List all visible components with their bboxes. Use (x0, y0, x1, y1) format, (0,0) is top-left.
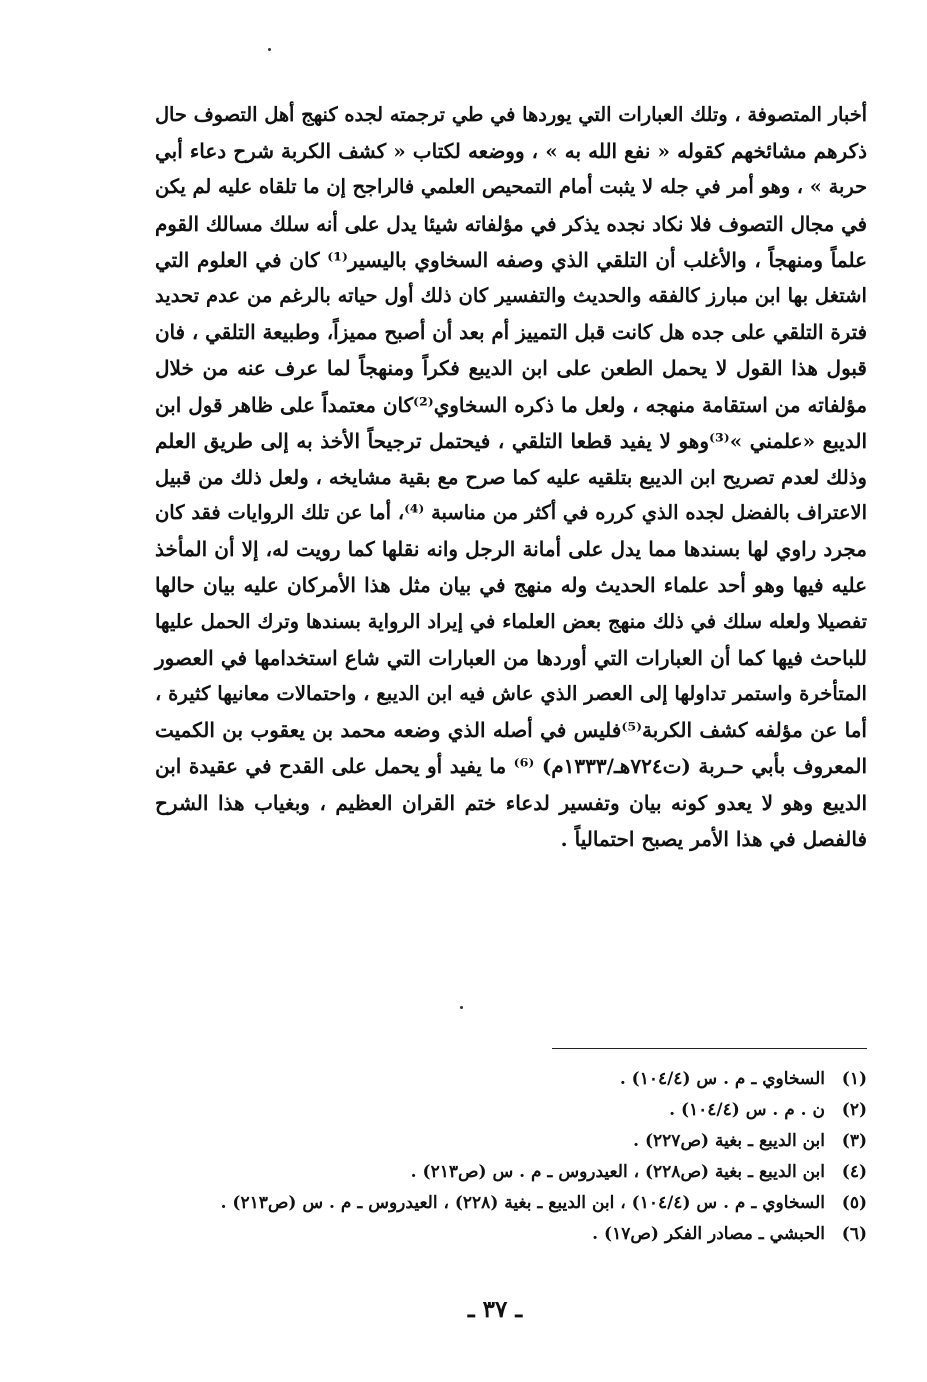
text-line: تفصيلا ولعله سلك في ذلك منهج بعض العلماء في إيراد الرواية بسندها وترك الحمل عليها (155, 609, 867, 633)
footnote-text: السخاوي ـ م . س (١٠٤/٤) ، ابن الديبع ـ بغية (٢٢٨) ، العيدروس ـ م . س (ص٢١٣) . (220, 1193, 825, 1213)
text-line: فترة التلقي على جده هل كانت قبل التمييز أم بعد أن أصبح مميزاً، وطبيعة التلقي ، فان (155, 320, 867, 345)
text-line: الاعتراف بالفضل لجده الذي كرره في أكثر من مناسبة ⁽⁴⁾، أما عن تلك الروايات فقد كان (155, 501, 867, 525)
footnote-item (107, 1064, 867, 1095)
text-line: في مجال التصوف فلا نكاد نجده يذكر في مؤلفاته شيئا يدل على أنه سلك مسالك القوم (155, 211, 867, 236)
footnote-item (107, 1219, 867, 1250)
footnote-item (107, 1095, 867, 1126)
main-paragraph (155, 97, 867, 857)
footnote-text: ابن الديبع ـ بغية (ص٢٢٨) ، العيدروس ـ م . س (ص٢١٣) . (410, 1162, 825, 1182)
text-line: عليه فيها وهو أحد علماء الحديث وله منهج في بيان مثل هذا الأمركان عليه بيان حالها (155, 573, 867, 598)
footnotes (107, 1064, 867, 1250)
footnote-number: (١) (841, 1069, 867, 1089)
text-line: أخبار المتصوفة ، وتلك العبارات التي يوردها في طي ترجمته لجده كنهج أهل التصوف حال (155, 103, 867, 126)
footnote-item (107, 1126, 867, 1157)
text-line: للباحث فيها كما أن العبارات التي أوردها من العبارات التي شاع استخدامها في العصور (155, 645, 867, 670)
footnote-number: (٤) (841, 1162, 867, 1182)
text-line: الديبع «علمني »⁽³⁾وهو لا يفيد قطعا التلقي ، فيحتمل ترجيحاً الأخذ به إلى طريق العلم (155, 428, 868, 453)
footnote-text: الحبشي ـ مصادر الفكر (ص١٧) . (592, 1224, 825, 1244)
text-line: قبول هذا القول لا يحمل الطعن على ابن الديبع فكراً ومنهجاً لما عرف عنه من خلال (155, 356, 867, 381)
text-line: وذلك لعدم تصريح ابن الديبع بتلقيه عليه كما صرح مع بقية مشايخه ، ولعل ذلك من قبيل (155, 464, 867, 489)
footnote-text: ن . م . س (١٠٤/٤) . (669, 1100, 825, 1120)
footnote-text: السخاوي ـ م . س (١٠٤/٤) . (619, 1069, 825, 1089)
text-line: علماً ومنهجاً ، والأغلب أن التلقي الذي وصفه السخاوي باليسير⁽¹⁾ كان في العلوم التي (155, 247, 867, 272)
footnote-item (107, 1157, 867, 1188)
footnote-item (107, 1188, 867, 1219)
footnote-text: ابن الديبع ـ بغية (ص٢٢٧) . (633, 1131, 825, 1151)
text-line: المعروف بأبي حـربة (ت٧٢٤هـ/١٣٣٣م) ⁽⁶⁾ ما يفيد أو يحمل على القدح في عقيدة ابن (155, 754, 868, 779)
text-line: مجرد راوي لها بسندها مما يدل على أمانة الرجل وانه نقلها كما رويت له، إلا أن المأخذ (155, 537, 867, 562)
scan-speck (268, 48, 271, 51)
text-line: ذكرهم مشائخهم كقوله « نفع الله به » ، ووضعه لكتاب « كشف الكربة شرح دعاء أبي (155, 139, 867, 164)
text-line: اشتغل بها ابن مبارز كالفقه والحديث والتفسير كان ذلك أول حياته بالرغم من عدم تحديد (155, 283, 867, 307)
text-line: مؤلفاته من استقامة منهجه ، ولعل ما ذكره السخاوي⁽²⁾كان معتمداً على ظاهر قول ابن (155, 392, 868, 417)
footnote-number: (٥) (841, 1193, 867, 1213)
text-line: فالفصل في هذا الأمر يصبح احتمالياً . (560, 826, 867, 851)
footnote-divider (552, 1048, 867, 1049)
footnote-number: (٣) (841, 1131, 867, 1151)
scan-speck (460, 1006, 463, 1009)
text-line: الديبع وهو لا يعدو كونه بيان وتفسير لدعاء ختم القران العظيم ، وبغياب هذا الشرح (155, 790, 867, 815)
footnote-number: (٢) (841, 1100, 867, 1120)
text-line: حربة » ، وهو أمر في جله لا يثبت أمام التمحيص العلمي فالراجح إن ما تلقاه عليه لم يكن (155, 175, 867, 199)
footnote-number: (٦) (841, 1224, 867, 1244)
page-number: ـ ٣٧ ـ (467, 1296, 523, 1323)
text-line: أما عن مؤلفه كشف الكربة⁽⁵⁾فليس في أصله الذي وضعه محمد بن يعقوب بن الكميت (155, 718, 867, 743)
text-line: المتأخرة واستمر تداولها إلى العصر الذي عاش فيه ابن الديبع ، واحتمالات معانيها كثيرة ، (155, 682, 867, 705)
